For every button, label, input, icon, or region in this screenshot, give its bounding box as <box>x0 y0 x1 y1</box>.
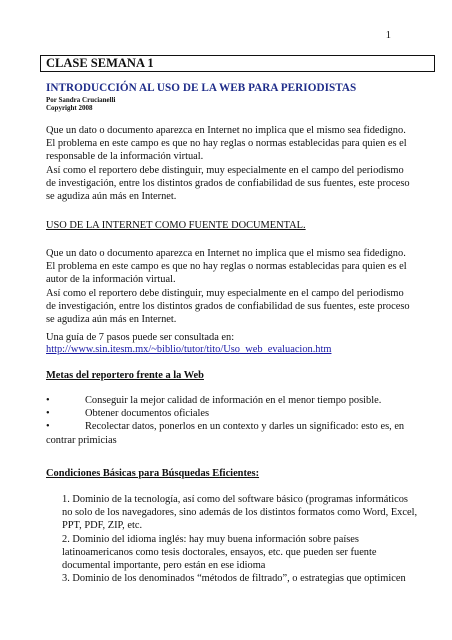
section2-paragraph <box>46 247 432 326</box>
condition-line: 3. Dominio de los denominados “métodos de filtrado”, o estrategias que optimicen <box>62 573 406 585</box>
condition-line: latinoamericanos como tesis doctorales, ensayos, etc. que pueden ser fuente <box>62 546 377 558</box>
section2-line: El problema en este campo es que no hay reglas o normas establecidas para quien es el <box>46 261 407 273</box>
class-title: CLASE SEMANA 1 <box>46 56 154 70</box>
intro-line: se agudiza aún más en Internet. <box>46 191 177 203</box>
author-line: Por Sandra Crucianelli <box>46 96 116 104</box>
condition-line: 2. Dominio del idioma inglés: hay muy buena información sobre países <box>62 533 359 545</box>
guide-text: Una guía de 7 pasos puede ser consultada en: <box>46 332 235 343</box>
section2-line: autor de la información virtual. <box>46 274 176 286</box>
intro-line: de investigación, entre los distintos grados de confiabilidad de sus fuentes, este proceso <box>46 177 410 189</box>
section2-line: se agudiza aún más en Internet. <box>46 314 177 326</box>
condition-line: PPT, PDF, ZIP, etc. <box>62 520 143 532</box>
class-title-box <box>40 55 435 72</box>
goal-text: Obtener documentos oficiales <box>85 408 210 420</box>
list-item <box>46 407 432 420</box>
intro-line: responsable de la información virtual. <box>46 151 204 163</box>
page-number: 1 <box>385 30 391 41</box>
conditions-title: Condiciones Básicas para Búsquedas Eficientes: <box>46 468 260 479</box>
condition-line: no solo de los navegadores, sino además de los distintos formatos como Word, Excel, <box>62 507 418 519</box>
goals-list <box>46 394 432 447</box>
section-title-internet: USO DE LA INTERNET COMO FUENTE DOCUMENTAL. <box>46 220 306 231</box>
list-item <box>46 420 432 433</box>
conditions-list <box>62 493 432 585</box>
bullet-icon: • <box>46 395 50 406</box>
bullet-icon: • <box>46 421 50 433</box>
goal-continuation: contrar primicias <box>46 434 117 446</box>
goals-title: Metas del reportero frente a la Web <box>46 370 204 381</box>
section2-line: de investigación, entre los distintos grados de confiabilidad de sus fuentes, este proceso <box>46 300 410 312</box>
document-heading: INTRODUCCIÓN AL USO DE LA WEB PARA PERIODISTAS <box>46 82 357 94</box>
bullet-icon: • <box>46 408 50 420</box>
intro-line: Así como el reportero debe distinguir, muy especialmente en el campo del periodismo <box>46 164 404 176</box>
goal-text: Recolectar datos, ponerlos en un contexto y darles un significado: esto es, en <box>85 421 405 433</box>
goal-text: Conseguir la mejor calidad de información en el menor tiempo posible. <box>85 395 382 406</box>
intro-line: Que un dato o documento aparezca en Internet no implica que el mismo sea fidedigno. <box>46 125 406 136</box>
list-item <box>46 394 432 407</box>
copyright-line: Copyright 2008 <box>46 104 93 112</box>
section2-line: Así como el reportero debe distinguir, muy especialmente en el campo del periodismo <box>46 287 404 299</box>
condition-line: 1. Dominio de la tecnología, así como del software básico (programas informáticos <box>62 494 408 505</box>
section2-line: Que un dato o documento aparezca en Internet no implica que el mismo sea fidedigno. <box>46 248 406 259</box>
condition-line: documental importante, pero están en ese idioma <box>62 560 266 572</box>
intro-line: El problema en este campo es que no hay reglas o normas establecidas para quien es el <box>46 138 407 150</box>
guide-link[interactable]: http://www.sin.itesm.mx/~biblio/tutor/tito/Uso_web_evaluacion.htm <box>46 344 332 355</box>
intro-paragraph <box>46 124 432 203</box>
